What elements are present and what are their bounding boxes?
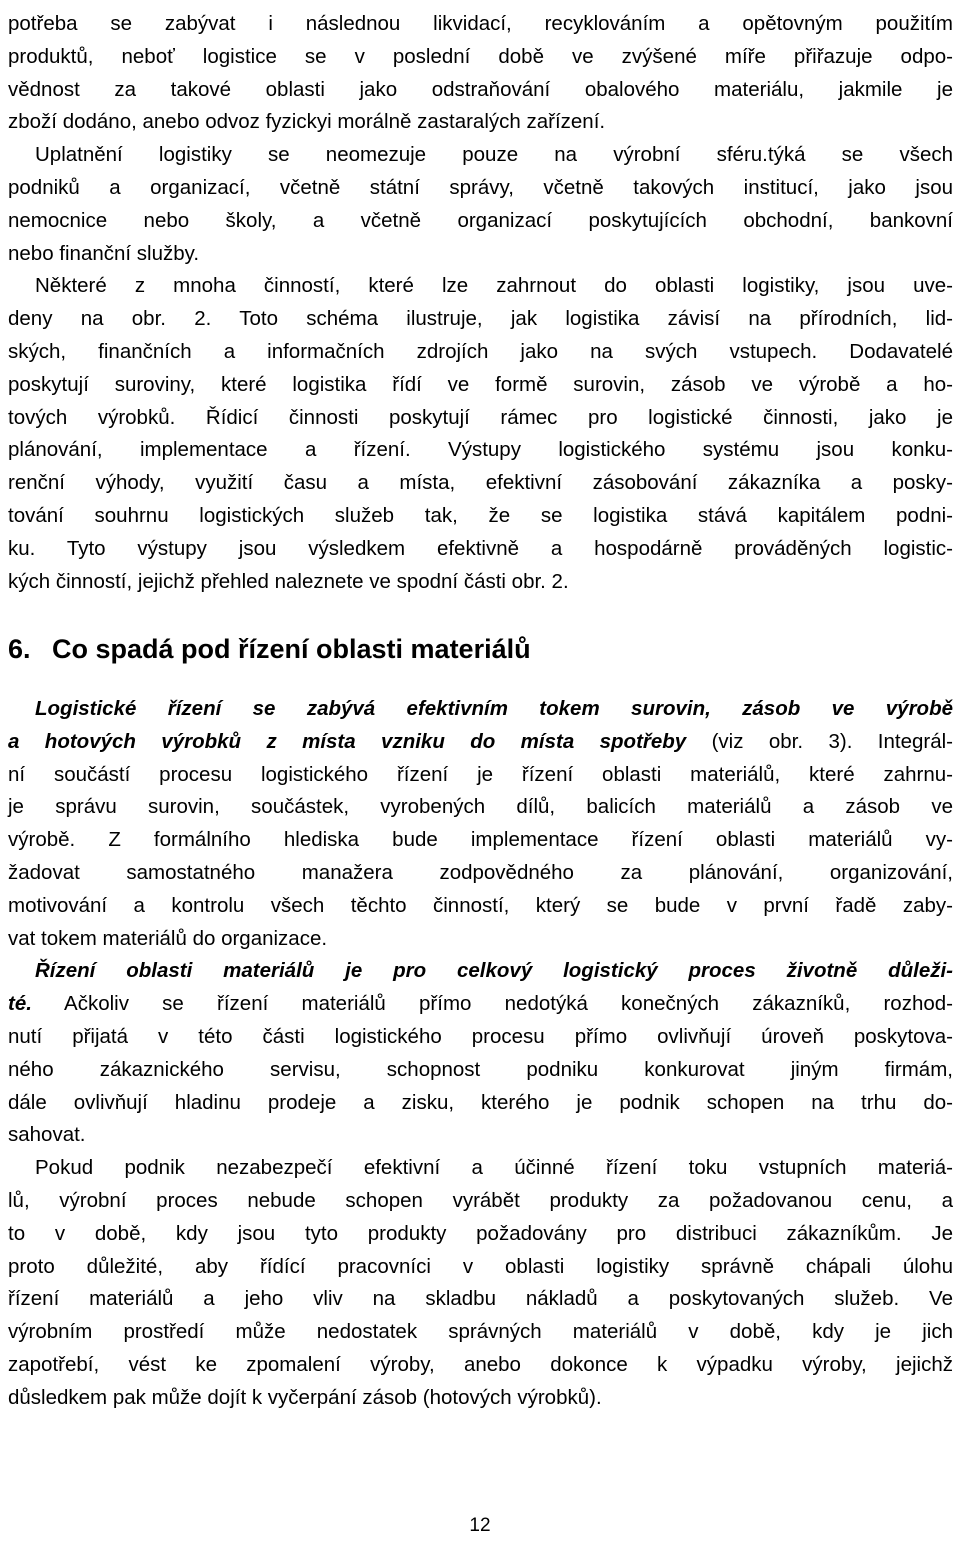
text-span: lů, výrobní proces nebude schopen vyrábět produkty za požadovanou cenu, a [8, 1188, 953, 1212]
text-line: deny na obr. 2. Toto schéma ilustruje, jak logistika závisí na přírodních, lid- [8, 307, 953, 331]
text-line [8, 955, 953, 988]
section-title: Co spadá pod řízení oblasti materiálů [52, 634, 531, 664]
text-span: vat tokem materiálů do organizace. [8, 926, 328, 950]
text-line: nebo finanční služby. [8, 241, 200, 265]
text-line [8, 1251, 953, 1284]
text-line [8, 1087, 953, 1120]
text-line: tových výrobků. Řídicí činnosti poskytují rámec pro logistické činnosti, jako je [8, 405, 953, 429]
text-span: nutí přijatá v této části logistického procesu přímo ovlivňují úroveň poskytova- [8, 1024, 953, 1048]
text-line [8, 726, 953, 759]
text-line [8, 923, 953, 956]
intro-text [8, 8, 953, 598]
text-line: nemocnice nebo školy, a včetně organizací poskytujících obchodní, bankovní [8, 208, 953, 232]
text-line: ku. Tyto výstupy jsou výsledkem efektivně a hospodárně prováděných logistic- [8, 536, 953, 560]
text-line: tování souhrnu logistických služeb tak, že se logistika stává kapitálem podni- [8, 503, 953, 527]
emphasized-text: Logistické řízení se zabývá efektivním tokem surovin, zásob ve výrobě [35, 697, 953, 720]
text-line: podniků a organizací, včetně státní správy, včetně takových institucí, jako jsou [8, 175, 953, 199]
emphasized-text: té. [8, 992, 32, 1016]
text-span: Ačkoliv se řízení materiálů přímo nedotýká konečných zákazníků, rozhod- [31, 992, 953, 1016]
text-span: řízení materiálů a jeho vliv na skladbu nákladů a poskytovaných služeb. Ve [8, 1287, 953, 1311]
text-line [8, 890, 953, 923]
text-span: výrobě. Z formálního hlediska bude implementace řízení oblasti materiálů vy- [8, 828, 953, 852]
text-line [8, 988, 953, 1021]
text-line [8, 1382, 953, 1415]
text-span: motivování a kontrolu všech těchto činností, který se bude v první řadě zaby- [8, 893, 953, 917]
text-line [8, 791, 953, 824]
emphasized-text: Řízení oblasti materiálů je pro celkový logistický proces životně důleži- [35, 959, 953, 983]
text-span: dále ovlivňují hladinu prodeje a zisku, kterého je podnik schopen na trhu do- [8, 1090, 953, 1114]
text-line: produktů, neboť logistice se v poslední době ve zvýšené míře přiřazuje odpo- [8, 44, 953, 68]
text-span: (viz obr. 3). Integrál- [686, 729, 953, 753]
text-span: výrobním prostředí může nedostatek správných materiálů v době, kdy je jich [8, 1320, 953, 1344]
text-line: kých činností, jejichž přehled naleznete ve spodní části obr. 2. [8, 569, 569, 593]
text-span: žadovat samostatného manažera zodpovědného za plánování, organizování, [8, 860, 953, 884]
text-line [8, 1021, 953, 1054]
text-span: důsledkem pak může dojít k vyčerpání zásob (hotových výrobků). [8, 1385, 602, 1409]
text-line [8, 1152, 953, 1185]
text-span: ní součástí procesu logistického řízení je řízení oblasti materiálů, které zahrnu- [8, 762, 953, 786]
text-line: ských, finančních a informačních zdrojích jako na svých vstupech. Dodavatelé [8, 339, 953, 363]
text-line [8, 759, 953, 792]
text-line: Uplatnění logistiky se neomezuje pouze na výrobní sféru.týká se všech [35, 143, 953, 167]
text-span: to v době, kdy jsou tyto produkty požadovány pro distribuci zákazníkům. Je [8, 1221, 953, 1245]
text-line [8, 1283, 953, 1316]
text-line [8, 1185, 953, 1218]
text-span: Pokud podnik nezabezpečí efektivní a účinné řízení toku vstupních materiá- [35, 1156, 953, 1180]
text-span: je správu surovin, součástek, vyrobených dílů, balicích materiálů a zásob ve [8, 795, 953, 819]
page-number: 12 [469, 1515, 491, 1536]
section-number: 6. [8, 634, 31, 664]
text-line: vědnost za takové oblasti jako odstraňování obalového materiálu, jakmile je [8, 77, 953, 101]
section-body-text [8, 693, 953, 1415]
section-heading [8, 630, 953, 668]
text-line [8, 1054, 953, 1087]
text-line [8, 693, 953, 726]
text-line [8, 857, 953, 890]
text-line [8, 824, 953, 857]
text-line: zboží dodáno, anebo odvoz fyzickyi morálně zastaralých zařízení. [8, 110, 606, 134]
text-span: proto důležité, aby řídící pracovníci v oblasti logistiky správně chápali úlohu [8, 1254, 953, 1278]
text-line: renční výhody, využití času a místa, efektivní zásobování zákazníka a posky- [8, 471, 953, 495]
text-line: potřeba se zabývat i následnou likvidací, recyklováním a opětovným použitím [8, 12, 953, 35]
text-line [8, 1218, 953, 1251]
text-span: ného zákaznického servisu, schopnost podniku konkurovat jiným firmám, [8, 1057, 953, 1081]
emphasized-text: a hotových výrobků z místa vzniku do místa spotřeby [8, 729, 687, 753]
text-line [8, 1316, 953, 1349]
text-line [8, 1349, 953, 1382]
text-span: sahovat. [8, 1123, 86, 1147]
text-line [8, 1119, 953, 1152]
text-line: plánování, implementace a řízení. Výstupy logistického systému jsou konku- [8, 438, 953, 462]
text-span: zapotřebí, vést ke zpomalení výroby, anebo dokonce k výpadku výroby, jejichž [8, 1352, 953, 1376]
text-line: Některé z mnoha činností, které lze zahrnout do oblasti logistiky, jsou uve- [35, 274, 953, 298]
text-line: poskytují suroviny, které logistika řídí ve formě surovin, zásob ve výrobě a ho- [8, 372, 953, 396]
